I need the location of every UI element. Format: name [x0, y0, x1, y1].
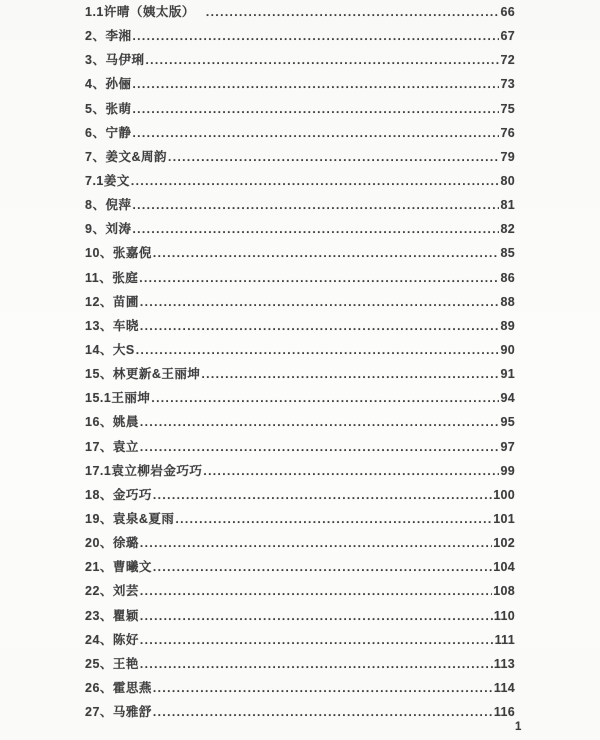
dot-leader: [136, 343, 500, 357]
dot-leader: [153, 488, 492, 502]
dot-leader: [132, 29, 499, 43]
toc-entry[interactable]: [85, 388, 515, 412]
toc-entry-label: 6、宁静: [85, 125, 132, 140]
toc-entry[interactable]: [85, 630, 515, 654]
toc-list: [85, 2, 515, 726]
toc-entry-label: 11、张庭: [85, 270, 139, 285]
toc-entry-page: 90: [500, 342, 515, 357]
dot-leader: [201, 367, 499, 381]
toc-entry-label: 26、霍思燕: [85, 680, 152, 695]
toc-entry[interactable]: [85, 485, 515, 509]
dot-leader: [140, 536, 492, 550]
dot-leader: [206, 5, 500, 19]
toc-entry-label: 19、袁泉&夏雨: [85, 511, 175, 526]
dot-leader: [145, 53, 499, 67]
toc-entry-label: 7.1姜文: [85, 173, 130, 188]
toc-entry[interactable]: [85, 243, 515, 267]
toc-entry[interactable]: [85, 557, 515, 581]
toc-entry-page: 88: [500, 294, 515, 309]
toc-entry-page: 91: [500, 367, 515, 382]
toc-entry-page: 108: [493, 584, 515, 599]
dot-leader: [151, 391, 499, 405]
toc-entry-page: 81: [500, 198, 515, 213]
toc-entry-page: 114: [493, 680, 515, 695]
toc-entry-page: 110: [493, 608, 515, 623]
toc-entry[interactable]: [85, 606, 515, 630]
toc-entry[interactable]: [85, 74, 515, 98]
toc-entry-page: 97: [500, 439, 515, 454]
toc-entry-label: 14、大S: [85, 342, 135, 357]
toc-entry-page: 102: [493, 536, 515, 551]
toc-entry-page: 72: [500, 53, 515, 68]
toc-entry-page: 94: [500, 391, 515, 406]
toc-entry[interactable]: [85, 437, 515, 461]
toc-entry[interactable]: [85, 195, 515, 219]
toc-entry-page: 99: [500, 463, 515, 478]
toc-entry-page: 113: [493, 656, 515, 671]
toc-entry-page: 95: [500, 415, 515, 430]
toc-entry[interactable]: [85, 678, 515, 702]
toc-entry-label: 17、袁立: [85, 439, 139, 454]
toc-entry[interactable]: [85, 461, 515, 485]
toc-entry-label: 17.1袁立柳岩金巧巧: [85, 463, 203, 478]
toc-entry[interactable]: [85, 292, 515, 316]
dot-leader: [140, 633, 494, 647]
toc-entry-label: 2、李湘: [85, 29, 132, 44]
toc-entry-label: 20、徐璐: [85, 536, 139, 551]
toc-entry[interactable]: [85, 268, 515, 292]
toc-entry-page: 89: [500, 318, 515, 333]
toc-entry-label: 7、姜文&周韵: [85, 149, 167, 164]
toc-entry-page: 67: [500, 29, 515, 44]
toc-entry[interactable]: [85, 50, 515, 74]
dot-leader: [153, 560, 492, 574]
dot-leader: [132, 102, 499, 116]
toc-entry-label: 24、陈好: [85, 632, 139, 647]
toc-entry[interactable]: [85, 509, 515, 533]
toc-entry-page: 75: [500, 101, 515, 116]
toc-entry-label: 22、刘芸: [85, 584, 139, 599]
dot-leader: [132, 222, 499, 236]
dot-leader: [140, 584, 492, 598]
toc-entry-label: 25、王艳: [85, 656, 139, 671]
toc-entry[interactable]: [85, 340, 515, 364]
dot-leader: [132, 198, 499, 212]
toc-entry-page: 82: [500, 222, 515, 237]
toc-entry-page: 73: [500, 77, 515, 92]
dot-leader: [139, 271, 499, 285]
toc-entry[interactable]: [85, 533, 515, 557]
page-number: 1: [515, 721, 522, 733]
toc-entry[interactable]: [85, 26, 515, 50]
dot-leader: [203, 464, 499, 478]
toc-entry-label: 27、马雅舒: [85, 705, 152, 720]
toc-entry[interactable]: [85, 364, 515, 388]
toc-entry[interactable]: [85, 581, 515, 605]
dot-leader: [153, 681, 493, 695]
toc-entry-page: 66: [500, 5, 515, 19]
dot-leader: [140, 319, 500, 333]
dot-leader: [168, 150, 500, 164]
dot-leader: [132, 77, 499, 91]
toc-entry-page: 101: [493, 511, 515, 526]
toc-entry-page: 76: [500, 125, 515, 140]
toc-entry[interactable]: [85, 702, 515, 726]
toc-entry-page: 111: [494, 632, 515, 647]
toc-entry-label: 4、孙俪: [85, 77, 132, 92]
toc-entry[interactable]: [85, 654, 515, 678]
toc-entry-label: 23、瞿颖: [85, 608, 139, 623]
toc-entry-label: 21、曹曦文: [85, 560, 152, 575]
dot-leader: [140, 415, 500, 429]
toc-entry[interactable]: [85, 99, 515, 123]
toc-entry-label: 15.1王丽坤: [85, 391, 151, 406]
toc-entry[interactable]: [85, 219, 515, 243]
toc-entry-label: 1.1许晴（姨太版）: [85, 5, 195, 19]
dot-leader: [175, 512, 492, 526]
toc-entry-page: 85: [500, 246, 515, 261]
toc-entry-label: 10、张嘉倪: [85, 246, 152, 261]
toc-entry-page: 86: [500, 270, 515, 285]
toc-entry-label: 18、金巧巧: [85, 487, 152, 502]
toc-entry-page: 116: [493, 705, 515, 720]
dot-leader: [140, 295, 500, 309]
toc-entry-label: 15、林更新&王丽坤: [85, 367, 201, 382]
toc-entry-label: 8、倪萍: [85, 198, 132, 213]
toc-entry-page: 79: [500, 149, 515, 164]
toc-entry[interactable]: [85, 2, 515, 26]
dot-leader: [140, 609, 493, 623]
toc-entry-page: 80: [500, 173, 515, 188]
dot-leader: [153, 705, 493, 719]
toc-entry[interactable]: [85, 123, 515, 147]
dot-leader: [131, 174, 500, 188]
toc-entry-label: 9、刘涛: [85, 222, 132, 237]
dot-leader: [132, 126, 499, 140]
toc-entry-page: 104: [493, 560, 515, 575]
toc-entry[interactable]: [85, 412, 515, 436]
dot-leader: [153, 246, 500, 260]
toc-entry-label: 3、马伊琍: [85, 53, 145, 68]
toc-entry-label: 13、车晓: [85, 318, 139, 333]
toc-entry-label: 16、姚晨: [85, 415, 139, 430]
toc-entry-label: 12、苗圃: [85, 294, 139, 309]
dot-leader: [140, 440, 500, 454]
toc-entry[interactable]: [85, 171, 515, 195]
toc-entry[interactable]: [85, 316, 515, 340]
toc-entry-page: 100: [493, 487, 515, 502]
toc-entry[interactable]: [85, 147, 515, 171]
toc-entry-label: 5、张萌: [85, 101, 132, 116]
dot-leader: [140, 657, 493, 671]
